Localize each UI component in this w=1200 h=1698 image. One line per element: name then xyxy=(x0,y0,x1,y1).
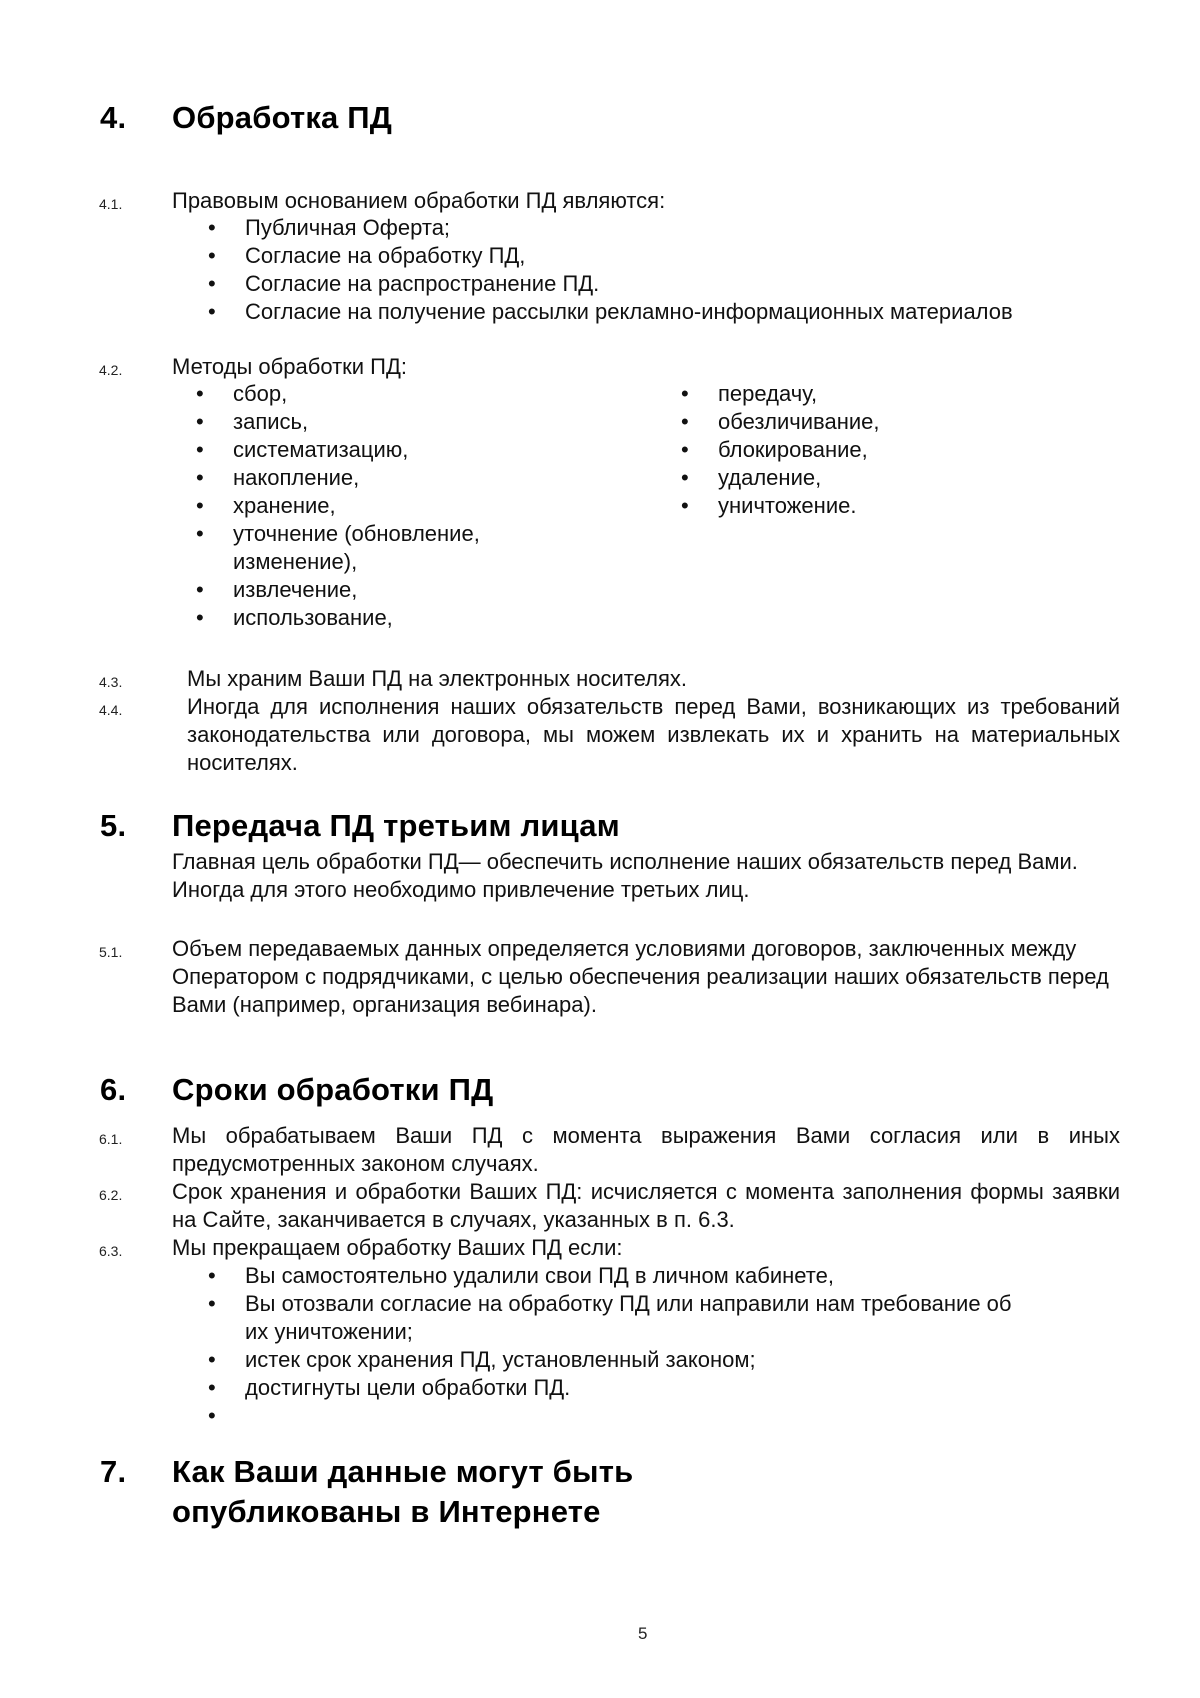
bullet-icon: • xyxy=(196,605,204,630)
bullet-icon: • xyxy=(208,271,216,296)
bullet-icon: • xyxy=(196,437,204,462)
list-item-text: сбор, xyxy=(233,381,288,406)
section-7-number: 7. xyxy=(100,1454,127,1489)
list-item-text: их уничтожении; xyxy=(245,1319,413,1344)
item-text: Методы обработки ПД: xyxy=(172,354,408,379)
item-number: 4.4. xyxy=(99,702,123,718)
item-text: Иногда для исполнения наших обязательств перед Вами, возникающих из требований законодательства или договора, мы можем извлекать их и хранить на материальных носителях. xyxy=(187,694,1120,775)
section-7-title-line-1: Как Ваши данные могут быть xyxy=(172,1454,634,1489)
bullet-icon: • xyxy=(208,1375,216,1400)
list-item-text: блокирование, xyxy=(718,437,868,462)
section-5-intro: Главная цель обработки ПД— обеспечить исполнение наших обязательств перед Вами. Иногда для этого необходимо привлечение третьих лиц. xyxy=(172,849,1078,902)
list-item-text: извлечение, xyxy=(233,577,358,602)
bullet-icon: • xyxy=(208,1347,216,1372)
bullet-icon: • xyxy=(208,243,216,268)
list-item-text: достигнуты цели обработки ПД. xyxy=(245,1375,571,1400)
section-6-number: 6. xyxy=(100,1072,127,1107)
item-text: Мы храним Ваши ПД на электронных носителях. xyxy=(187,666,688,691)
bullet-icon: • xyxy=(681,437,689,462)
bullet-icon: • xyxy=(196,409,204,434)
item-number: 6.1. xyxy=(99,1131,123,1147)
item-text: Срок хранения и обработки Ваших ПД: исчисляется с момента заполнения формы заявки на Сайте, заканчивается в случаях, указанных в п. 6.3. xyxy=(172,1179,1120,1232)
item-number: 5.1. xyxy=(99,944,123,960)
list-item-text: хранение, xyxy=(233,493,336,518)
bullet-icon: • xyxy=(681,381,689,406)
list-item-text: Вы самостоятельно удалили свои ПД в личном кабинете, xyxy=(245,1263,834,1288)
bullet-icon: • xyxy=(196,493,204,518)
section-5-heading xyxy=(100,808,800,848)
bullet-icon: • xyxy=(208,1403,216,1428)
list-item-text: удаление, xyxy=(718,465,822,490)
list-item-text: систематизацию, xyxy=(233,437,409,462)
bullet-icon: • xyxy=(681,465,689,490)
item-number: 4.3. xyxy=(99,674,123,690)
list-item-text: Вы отозвали согласие на обработку ПД или направили нам требование об xyxy=(245,1291,1012,1316)
bullet-icon: • xyxy=(196,465,204,490)
list-item-text: Публичная Оферта; xyxy=(245,215,451,240)
section-5-title: Передача ПД третьим лицам xyxy=(172,808,620,843)
list-item-text: накопление, xyxy=(233,465,360,490)
list-item-text: изменение), xyxy=(233,549,358,574)
bullet-icon: • xyxy=(196,381,204,406)
bullet-icon: • xyxy=(681,493,689,518)
item-text: Правовым основанием обработки ПД являются: xyxy=(172,188,666,213)
list-item-text: Согласие на распространение ПД. xyxy=(245,271,600,296)
bullet-icon: • xyxy=(208,1263,216,1288)
item-number: 4.2. xyxy=(99,362,123,378)
section-7-title-line-2: опубликованы в Интернете xyxy=(172,1494,601,1529)
section-6-title: Сроки обработки ПД xyxy=(172,1072,494,1107)
list-item-text: Согласие на обработку ПД, xyxy=(245,243,526,268)
bullet-icon: • xyxy=(208,299,216,324)
section-4-title: Обработка ПД xyxy=(172,100,393,135)
section-6-heading xyxy=(100,1072,800,1112)
list-item-text: использование, xyxy=(233,605,393,630)
item-text: Объем передаваемых данных определяется условиями договоров, заключенных между Оператором с подрядчиками, с целью обеспечения реализации наших обязательств перед Вами (например, организация вебинара). xyxy=(172,936,1109,1017)
section-4-heading xyxy=(100,100,700,140)
bullet-icon: • xyxy=(196,521,204,546)
section-5-number: 5. xyxy=(100,808,127,843)
section-7-heading xyxy=(100,1454,900,1544)
bullet-icon: • xyxy=(196,577,204,602)
list-item-text: истек срок хранения ПД, установленный законом; xyxy=(245,1347,756,1372)
list-item-text: запись, xyxy=(233,409,309,434)
list-item-text: уничтожение. xyxy=(718,493,857,518)
item-number: 6.2. xyxy=(99,1187,123,1203)
section-4-number: 4. xyxy=(100,100,127,135)
list-item-text: Согласие на получение рассылки рекламно-информационных материалов xyxy=(245,299,1013,324)
page-number: 5 xyxy=(638,1624,648,1643)
list-item-text: обезличивание, xyxy=(718,409,880,434)
item-number: 6.3. xyxy=(99,1243,123,1259)
list-item-text: уточнение (обновление, xyxy=(233,521,480,546)
bullet-icon: • xyxy=(208,1291,216,1316)
bullet-icon: • xyxy=(681,409,689,434)
item-text: Мы прекращаем обработку Ваших ПД если: xyxy=(172,1235,623,1260)
item-number: 4.1. xyxy=(99,196,123,212)
bullet-icon: • xyxy=(208,215,216,240)
list-item-text: передачу, xyxy=(718,381,818,406)
item-text: Мы обрабатываем Ваши ПД с момента выражения Вами согласия или в иных предусмотренных законом случаях. xyxy=(172,1123,1120,1176)
